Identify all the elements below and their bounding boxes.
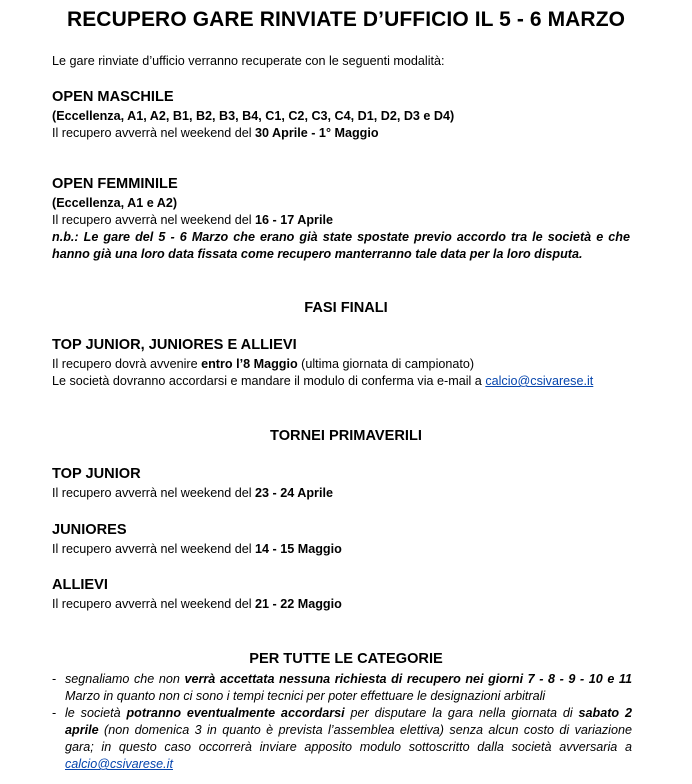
email-link-tutte[interactable]: calcio@csivarese.it [65,757,173,771]
tornei-item-text [52,541,342,558]
bullet-2-c: per disputare la gara nella giornata di [344,706,579,720]
tutte-heading: PER TUTTE LE CATEGORIE [249,651,443,667]
tutte-list [52,671,632,773]
tornei-item-dates: 23 - 24 Aprile [255,486,333,500]
open-femminile-note: n.b.: Le gare del 5 - 6 Marzo che erano già state spostate previo accordo tra le società e che hanno già una loro data fissata come recupero manterranno tale data per la loro disputa. [52,230,630,261]
tornei-heading: TORNEI PRIMAVERILI [270,428,422,444]
fasi-finali-deadline: entro l’8 Maggio [201,357,298,371]
bullet-1-a: segnaliamo che non [65,672,185,686]
fasi-finali-text-1-suffix: (ultima giornata di campionato) [297,357,475,371]
tornei-item-name: ALLIEVI [52,577,108,593]
fasi-finali-text-2 [52,373,593,390]
open-femminile-text-prefix: Il recupero avverrà nel weekend del [52,213,256,227]
bullet-1-c: Marzo in quanto non ci sono i tempi tecnici per poter effettuare le designazioni arbitrali [65,689,546,703]
tornei-item-dates: 14 - 15 Maggio [255,542,342,556]
list-item [52,705,632,773]
tornei-item-text-prefix: Il recupero avverrà nel weekend del [52,597,256,611]
open-maschile-dates: 30 Aprile - 1° Maggio [255,126,379,140]
fasi-finali-text-2-prefix: Le società dovranno accordarsi e mandare il modulo di conferma via e-mail a [52,374,486,388]
bullet-2-b: potranno eventualmente accordarsi [126,706,345,720]
tornei-item-name: TOP JUNIOR [52,466,141,482]
tornei-item-text-prefix: Il recupero avverrà nel weekend del [52,542,256,556]
tornei-item-text-prefix: Il recupero avverrà nel weekend del [52,486,256,500]
bullet-dash: - [52,672,57,686]
bullet-2-e: (non domenica 3 in quanto è prevista l’assemblea elettiva) senza alcun costo di variazione gara; in questo caso occorrerà inviare apposito modulo sottoscritto dalla società avversaria a [65,723,632,754]
bullet-dash: - [52,706,57,720]
tornei-item-text [52,485,333,502]
fasi-finali-subheading: TOP JUNIOR, JUNIORES E ALLIEVI [52,337,297,353]
open-maschile-text [52,125,379,142]
tornei-item-dates: 21 - 22 Maggio [255,597,342,611]
fasi-finali-text-1-prefix: Il recupero dovrà avvenire [52,357,202,371]
bullet-2-a: le società [65,706,127,720]
tornei-item-text [52,596,342,613]
open-femminile-text [52,212,333,229]
email-link-fasi-finali[interactable]: calcio@csivarese.it [485,374,594,388]
page-title: RECUPERO GARE RINVIATE D’UFFICIO IL 5 - 6 MARZO [66,8,626,31]
open-femminile-heading: OPEN FEMMINILE [52,176,178,192]
open-maschile-text-prefix: Il recupero avverrà nel weekend del [52,126,256,140]
intro-text: Le gare rinviate d’ufficio verranno recuperate con le seguenti modalità: [52,54,445,68]
open-maschile-groups: (Eccellenza, A1, A2, B1, B2, B3, B4, C1, C2, C3, C4, D1, D2, D3 e D4) [52,109,455,123]
fasi-finali-text-1 [52,356,474,373]
open-femminile-groups: (Eccellenza, A1 e A2) [52,196,178,210]
list-item [52,671,632,705]
bullet-2-d: sabato 2 aprile [65,706,632,737]
tornei-item-name: JUNIORES [52,522,127,538]
open-maschile-heading: OPEN MASCHILE [52,89,174,105]
open-femminile-dates: 16 - 17 Aprile [255,213,333,227]
bullet-1-b: verrà accettata nessuna richiesta di recupero nei giorni 7 - 8 - 9 - 10 e 11 [184,672,632,686]
fasi-finali-heading: FASI FINALI [304,300,388,316]
